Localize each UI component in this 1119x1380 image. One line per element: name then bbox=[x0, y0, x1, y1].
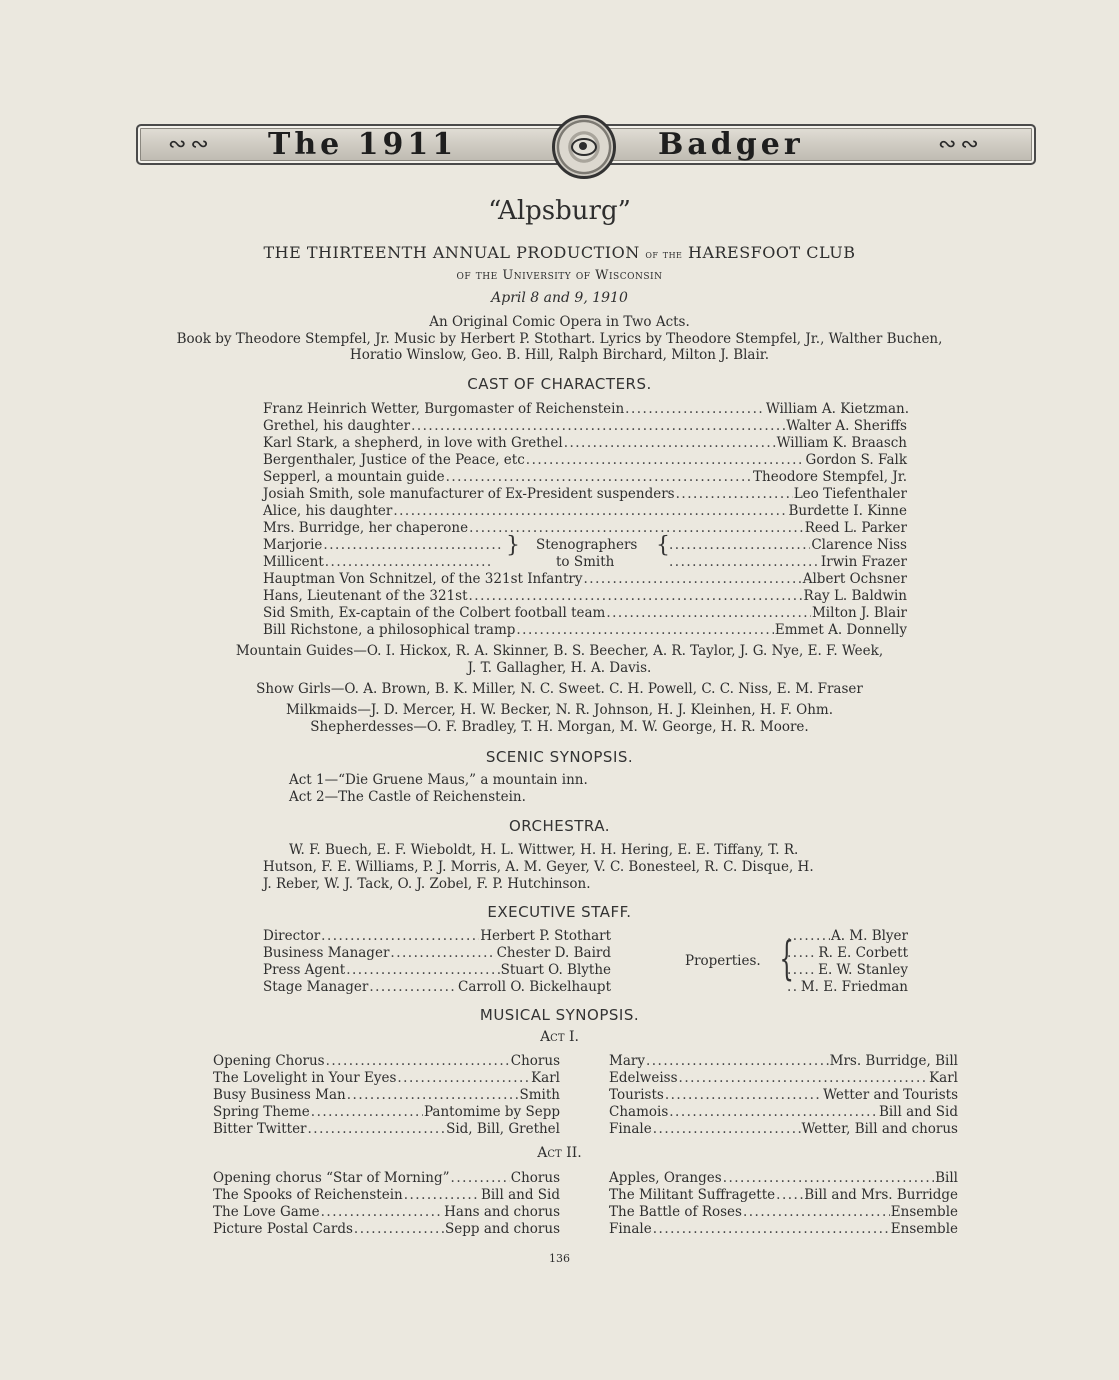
song-performer: Sepp and chorus bbox=[445, 1221, 560, 1237]
act-2-label: Act II. bbox=[537, 1145, 582, 1161]
song-performer: Wetter and Tourists bbox=[823, 1087, 958, 1103]
leader-dots bbox=[446, 469, 752, 486]
properties-name: R. E. Corbett bbox=[818, 945, 908, 961]
right-brace-icon: { bbox=[656, 533, 670, 558]
shepherdesses-line: Shepherdesses—O. F. Bradley, T. H. Morgan, M. W. George, H. R. Moore. bbox=[310, 719, 809, 735]
orchestra-heading: ORCHESTRA. bbox=[509, 817, 610, 835]
song-row bbox=[609, 1221, 958, 1238]
properties-name: M. E. Friedman bbox=[800, 979, 908, 995]
song-performer: Mrs. Burridge, Bill bbox=[829, 1053, 958, 1069]
song-title: Opening chorus “Star of Morning” bbox=[213, 1170, 450, 1186]
song-performer: Karl bbox=[929, 1070, 958, 1086]
staff-role: Stage Manager bbox=[263, 979, 369, 995]
song-title: Opening Chorus bbox=[213, 1053, 325, 1069]
properties-name: A. M. Blyer bbox=[830, 928, 908, 944]
act-1-label: Act I. bbox=[540, 1029, 579, 1045]
scroll-ornament-icon: ∾∾ bbox=[938, 132, 983, 157]
song-title: The Spooks of Reichenstein bbox=[213, 1187, 403, 1203]
leader-dots bbox=[346, 962, 499, 979]
leader-dots bbox=[723, 1170, 934, 1187]
properties-row bbox=[786, 979, 908, 996]
leader-dots bbox=[397, 1070, 530, 1087]
leader-dots bbox=[676, 486, 793, 503]
song-title: The Battle of Roses bbox=[609, 1204, 742, 1220]
banner-left-text: The 1911 bbox=[268, 127, 458, 162]
credits-line-2: Horatio Winslow, Geo. B. Hill, Ralph Birchard, Milton J. Blair. bbox=[349, 347, 770, 363]
scenic-synopsis-heading: SCENIC SYNOPSIS. bbox=[485, 748, 634, 766]
song-title: Edelweiss bbox=[609, 1070, 678, 1086]
stenographers-label: Stenographers bbox=[536, 537, 638, 553]
leader-dots bbox=[469, 588, 803, 605]
cast-role: Hans, Lieutenant of the 321st bbox=[263, 588, 468, 604]
staff-name: Stuart O. Blythe bbox=[500, 962, 611, 978]
cast-role: Sid Smith, Ex-captain of the Colbert football team bbox=[263, 605, 606, 621]
song-title: Picture Postal Cards bbox=[213, 1221, 353, 1237]
cast-actor: William K. Braasch bbox=[776, 435, 907, 451]
leader-dots bbox=[354, 1221, 444, 1238]
production-part-b: HARESFOOT CLUB bbox=[687, 243, 856, 262]
cast-role: Marjorie bbox=[263, 537, 323, 553]
song-row bbox=[609, 1170, 958, 1187]
page-title: “Alpsburg” bbox=[488, 196, 631, 226]
mountain-guides-line-2: J. T. Gallagher, H. A. Davis. bbox=[467, 660, 652, 676]
leader-dots bbox=[308, 1121, 446, 1138]
cast-row bbox=[263, 469, 907, 486]
song-performer: Ensemble bbox=[890, 1221, 958, 1237]
leader-dots bbox=[584, 571, 802, 588]
song-title: Busy Business Man bbox=[213, 1087, 346, 1103]
song-row bbox=[609, 1087, 958, 1104]
cast-role: Karl Stark, a shepherd, in love with Grethel bbox=[263, 435, 563, 451]
orchestra-line: J. Reber, W. J. Tack, O. J. Zobel, F. P. Hutchinson. bbox=[263, 876, 591, 892]
leader-dots bbox=[404, 1187, 480, 1204]
cast-actor: Reed L. Parker bbox=[804, 520, 907, 536]
staff-row bbox=[263, 945, 611, 962]
cast-role: Hauptman Von Schnitzel, of the 321st Infantry bbox=[263, 571, 583, 587]
song-title: Chamois bbox=[609, 1104, 669, 1120]
staff-name: Herbert P. Stothart bbox=[480, 928, 611, 944]
song-performer: Smith bbox=[519, 1087, 560, 1103]
staff-name: Chester D. Baird bbox=[496, 945, 611, 961]
cast-actor: Theodore Stempfel, Jr. bbox=[753, 469, 907, 485]
cast-actor: Gordon S. Falk bbox=[805, 452, 907, 468]
cast-actor: Milton J. Blair bbox=[811, 605, 907, 621]
song-row bbox=[213, 1121, 560, 1138]
song-title: Finale bbox=[609, 1221, 652, 1237]
scenic-act-2: Act 2—The Castle of Reichenstein. bbox=[289, 789, 526, 805]
cast-row bbox=[263, 588, 907, 605]
milkmaids-line: Milkmaids—J. D. Mercer, H. W. Becker, N. R. Johnson, H. J. Kleinhen, H. F. Ohm. bbox=[285, 702, 834, 718]
leader-dots bbox=[526, 452, 805, 469]
page-number: 136 bbox=[549, 1252, 570, 1265]
properties-row bbox=[786, 962, 908, 979]
song-performer: Bill bbox=[935, 1170, 958, 1186]
song-title: The Militant Suffragette bbox=[609, 1187, 776, 1203]
song-performer: Bill and Sid bbox=[480, 1187, 560, 1203]
leader-dots bbox=[606, 605, 811, 622]
song-row bbox=[609, 1053, 958, 1070]
song-performer: Bill and Mrs. Burridge bbox=[804, 1187, 958, 1203]
song-row bbox=[609, 1204, 958, 1221]
staff-row bbox=[263, 979, 611, 996]
properties-row bbox=[786, 945, 908, 962]
leader-dots bbox=[776, 1187, 803, 1204]
leader-dots bbox=[787, 962, 817, 979]
cast-role: Bill Richstone, a philosophical tramp bbox=[263, 622, 516, 638]
cast-row-stenographer bbox=[263, 537, 503, 554]
song-row bbox=[609, 1187, 958, 1204]
properties-name: E. W. Stanley bbox=[818, 962, 908, 978]
leader-dots bbox=[787, 979, 800, 996]
staff-role: Director bbox=[263, 928, 321, 944]
cast-role: Grethel, his daughter bbox=[263, 418, 411, 434]
staff-role: Press Agent bbox=[263, 962, 346, 978]
staff-row bbox=[263, 962, 611, 979]
cast-row-stenographer bbox=[263, 554, 495, 571]
song-title: The Lovelight in Your Eyes bbox=[213, 1070, 397, 1086]
leader-dots bbox=[564, 435, 776, 452]
leader-dots bbox=[653, 1221, 890, 1238]
cast-row bbox=[263, 435, 907, 452]
orchestra-line: W. F. Buech, E. F. Wieboldt, H. L. Wittwer, H. H. Hering, E. E. Tiffany, T. R. bbox=[289, 842, 799, 858]
cast-row bbox=[263, 401, 909, 418]
staff-role: Business Manager bbox=[263, 945, 390, 961]
cast-heading: CAST OF CHARACTERS. bbox=[467, 375, 652, 393]
cast-role: Bergenthaler, Justice of the Peace, etc bbox=[263, 452, 525, 468]
cast-actor: Leo Tiefenthaler bbox=[793, 486, 907, 502]
song-performer: Sid, Bill, Grethel bbox=[446, 1121, 560, 1137]
leader-dots bbox=[390, 945, 495, 962]
cast-row-stenographer bbox=[668, 537, 907, 554]
leader-dots bbox=[325, 554, 494, 571]
leader-dots bbox=[787, 928, 830, 945]
properties-brace-icon: { bbox=[779, 931, 794, 985]
song-row bbox=[213, 1187, 560, 1204]
song-title: Apples, Oranges bbox=[609, 1170, 722, 1186]
performance-date: April 8 and 9, 1910 bbox=[491, 290, 628, 306]
musical-synopsis-heading: MUSICAL SYNOPSIS. bbox=[479, 1006, 640, 1024]
leader-dots bbox=[321, 1204, 444, 1221]
cast-actor: Clarence Niss bbox=[811, 537, 907, 553]
cast-role: Mrs. Burridge, her chaperone bbox=[263, 520, 469, 536]
cast-row bbox=[263, 520, 907, 537]
song-row bbox=[213, 1070, 560, 1087]
song-title: Finale bbox=[609, 1121, 652, 1137]
song-row bbox=[213, 1104, 560, 1121]
cast-row bbox=[263, 486, 907, 503]
scroll-ornament-icon: ∾∾ bbox=[168, 132, 213, 157]
cast-row bbox=[263, 622, 907, 639]
cast-actor: Irwin Frazer bbox=[820, 554, 907, 570]
song-title: Tourists bbox=[609, 1087, 664, 1103]
song-title: Mary bbox=[609, 1053, 645, 1069]
leader-dots bbox=[369, 979, 457, 996]
song-title: Spring Theme bbox=[213, 1104, 310, 1120]
production-line bbox=[0, 243, 1119, 262]
cast-actor: Walter A. Sheriffs bbox=[786, 418, 907, 434]
leader-dots bbox=[347, 1087, 519, 1104]
cast-actor: Burdette I. Kinne bbox=[788, 503, 907, 519]
orchestra-line: Hutson, F. E. Williams, P. J. Morris, A. M. Geyer, V. C. Bonesteel, R. C. Disque, H. bbox=[263, 859, 814, 875]
song-performer: Wetter, Bill and chorus bbox=[801, 1121, 958, 1137]
properties-label: Properties. bbox=[685, 953, 761, 969]
scenic-act-1: Act 1—“Die Gruene Maus,” a mountain inn. bbox=[289, 772, 588, 788]
song-performer: Karl bbox=[531, 1070, 560, 1086]
opera-description: An Original Comic Opera in Two Acts. bbox=[429, 314, 690, 330]
song-row bbox=[213, 1204, 560, 1221]
leader-dots bbox=[516, 622, 774, 639]
cast-row bbox=[263, 571, 907, 588]
university-line: of the University of Wisconsin bbox=[456, 268, 663, 283]
song-row bbox=[213, 1053, 560, 1070]
credits-line-1: Book by Theodore Stempfel, Jr. Music by Herbert P. Stothart. Lyrics by Theodore Stempfel, Jr., Walther Buchen, bbox=[176, 331, 943, 347]
leader-dots bbox=[411, 418, 785, 435]
leader-dots bbox=[669, 554, 820, 571]
production-of: of the bbox=[645, 247, 683, 261]
song-performer: Bill and Sid bbox=[878, 1104, 958, 1120]
cast-role: Alice, his daughter bbox=[263, 503, 393, 519]
leader-dots bbox=[669, 537, 810, 554]
cast-actor: Ray L. Baldwin bbox=[803, 588, 907, 604]
song-performer: Chorus bbox=[510, 1170, 560, 1186]
cast-row bbox=[263, 452, 907, 469]
leader-dots bbox=[326, 1053, 510, 1070]
cast-actor: Emmet A. Donnelly bbox=[774, 622, 907, 638]
seal-eye-dot bbox=[579, 142, 587, 150]
cast-role: Franz Heinrich Wetter, Burgomaster of Reichenstein bbox=[263, 401, 625, 417]
leader-dots bbox=[323, 537, 502, 554]
cast-row bbox=[263, 418, 907, 435]
song-title: Bitter Twitter bbox=[213, 1121, 307, 1137]
song-row bbox=[609, 1070, 958, 1087]
leader-dots bbox=[311, 1104, 423, 1121]
song-title: The Love Game bbox=[213, 1204, 320, 1220]
song-row bbox=[213, 1170, 560, 1187]
university-seal-icon bbox=[552, 115, 616, 179]
cast-role: Millicent bbox=[263, 554, 324, 570]
staff-row bbox=[263, 928, 611, 945]
leader-dots bbox=[393, 503, 787, 520]
leader-dots bbox=[451, 1170, 510, 1187]
to-smith-label: to Smith bbox=[556, 554, 615, 570]
song-row bbox=[213, 1087, 560, 1104]
cast-row bbox=[263, 605, 907, 622]
banner-right-text: Badger bbox=[658, 127, 804, 162]
song-row bbox=[609, 1121, 958, 1138]
cast-role: Josiah Smith, sole manufacturer of Ex-President suspenders bbox=[263, 486, 675, 502]
song-performer: Hans and chorus bbox=[444, 1204, 560, 1220]
leader-dots bbox=[653, 1121, 801, 1138]
leader-dots bbox=[787, 945, 817, 962]
cast-row-stenographer bbox=[668, 554, 907, 571]
mountain-guides-line-1: Mountain Guides—O. I. Hickox, R. A. Skinner, B. S. Beecher, A. R. Taylor, J. G. Nye, E. F. Week, bbox=[235, 643, 884, 659]
cast-actor: Albert Ochsner bbox=[802, 571, 907, 587]
leader-dots bbox=[625, 401, 765, 418]
song-performer: Ensemble bbox=[890, 1204, 958, 1220]
staff-name: Carroll O. Bickelhaupt bbox=[458, 979, 611, 995]
leader-dots bbox=[669, 1104, 878, 1121]
cast-actor: William A. Kietzman. bbox=[765, 401, 909, 417]
song-performer: Pantomime by Sepp bbox=[423, 1104, 560, 1120]
production-part-a: THE THIRTEENTH ANNUAL PRODUCTION bbox=[263, 243, 640, 262]
leader-dots bbox=[665, 1087, 822, 1104]
song-row bbox=[213, 1221, 560, 1238]
properties-row bbox=[786, 928, 908, 945]
cast-row bbox=[263, 503, 907, 520]
song-row bbox=[609, 1104, 958, 1121]
leader-dots bbox=[679, 1070, 929, 1087]
leader-dots bbox=[646, 1053, 829, 1070]
song-performer: Chorus bbox=[510, 1053, 560, 1069]
leader-dots bbox=[743, 1204, 890, 1221]
cast-role: Sepperl, a mountain guide bbox=[263, 469, 445, 485]
leader-dots bbox=[321, 928, 479, 945]
left-brace-icon: } bbox=[506, 533, 520, 558]
show-girls-line: Show Girls—O. A. Brown, B. K. Miller, N. C. Sweet. C. H. Powell, C. C. Niss, E. M. Fraser bbox=[256, 681, 863, 697]
executive-staff-heading: EXECUTIVE STAFF. bbox=[487, 903, 632, 921]
